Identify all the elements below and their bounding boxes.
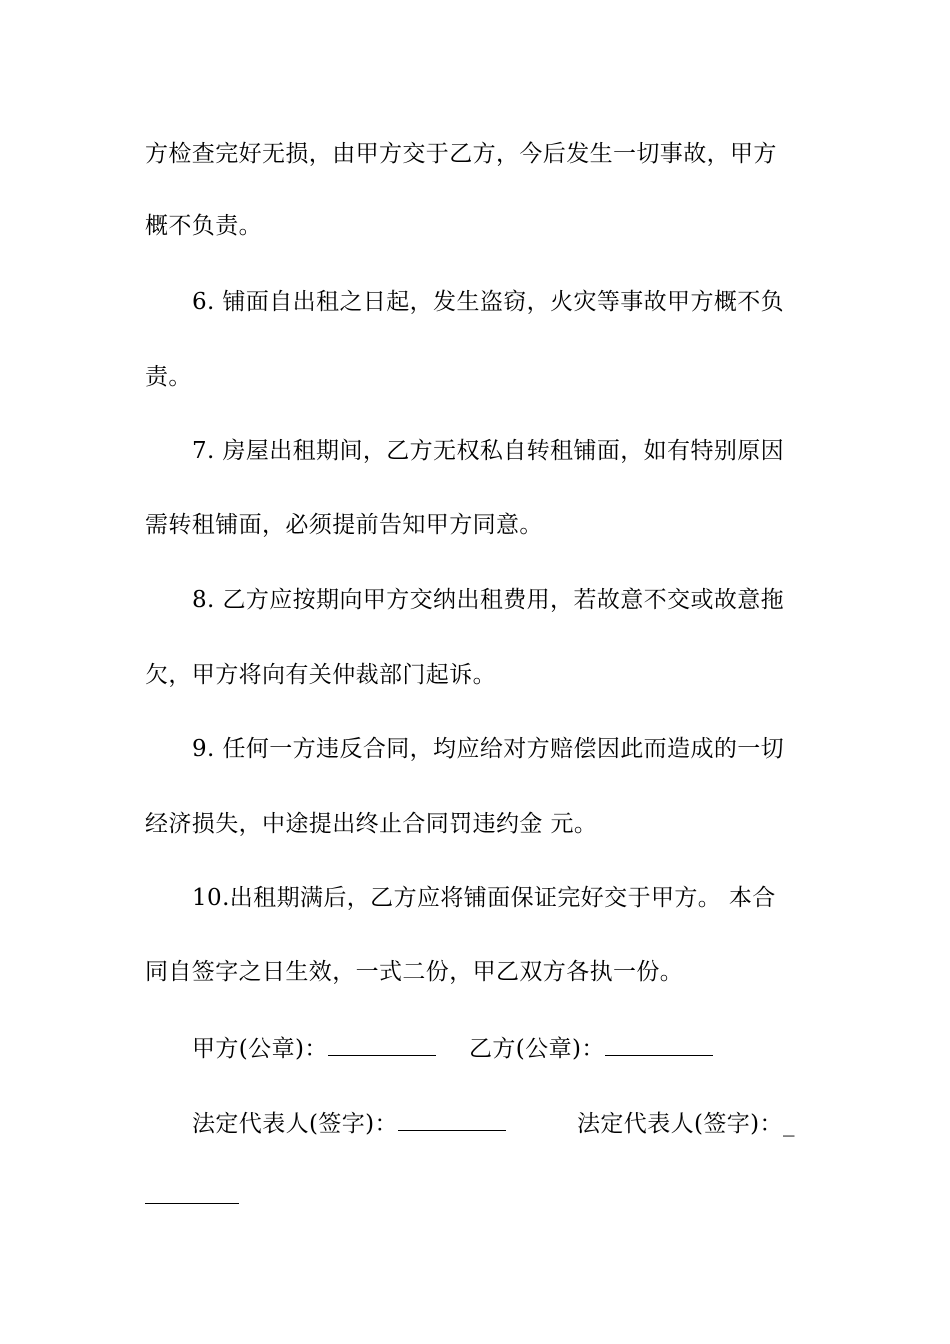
paragraph-line: 同自签字之日生效，一式二份，甲乙双方各执一份。 (145, 959, 684, 985)
legal-rep-b-label: 法定代表人(签字)： (577, 1111, 783, 1137)
clause-10-line: 10.出租期满后，乙方应将铺面保证完好交于甲方。 本合 (192, 885, 776, 911)
paragraph-line: 需转租铺面，必须提前告知甲方同意。 (145, 512, 543, 538)
party-b-seal-blank (605, 1035, 713, 1056)
legal-rep-a-label: 法定代表人(签字)： (192, 1111, 398, 1137)
legal-rep-a-blank (398, 1110, 506, 1131)
party-b-seal-row (469, 1034, 769, 1064)
legal-rep-b-blank (145, 1203, 239, 1204)
clause-7-line: 7. 房屋出租期间，乙方无权私自转租铺面，如有特别原因 (192, 438, 785, 464)
legal-rep-b-underscore: _ (782, 1111, 795, 1137)
paragraph-line: 概不负责。 (145, 213, 262, 239)
paragraph-line: 经济损失，中途提出终止合同罚违约金 元。 (145, 811, 598, 837)
clause-9-line: 9. 任何一方违反合同，均应给对方赔偿因此而造成的一切 (192, 736, 785, 762)
paragraph-line: 方检查完好无损，由甲方交于乙方，今后发生一切事故，甲方 (145, 141, 777, 167)
paragraph-line: 责。 (145, 364, 192, 390)
party-b-seal-label: 乙方(公章)： (469, 1036, 605, 1062)
clause-6-line: 6. 铺面自出租之日起，发生盗窃，火灾等事故甲方概不负 (192, 289, 785, 315)
party-a-seal-label: 甲方(公章)： (192, 1036, 328, 1062)
clause-8-line: 8. 乙方应按期向甲方交纳出租费用，若故意不交或故意拖 (192, 587, 785, 613)
legal-rep-b-row (577, 1109, 817, 1139)
party-a-seal-blank (328, 1035, 436, 1056)
paragraph-line: 欠，甲方将向有关仲裁部门起诉。 (145, 662, 496, 688)
